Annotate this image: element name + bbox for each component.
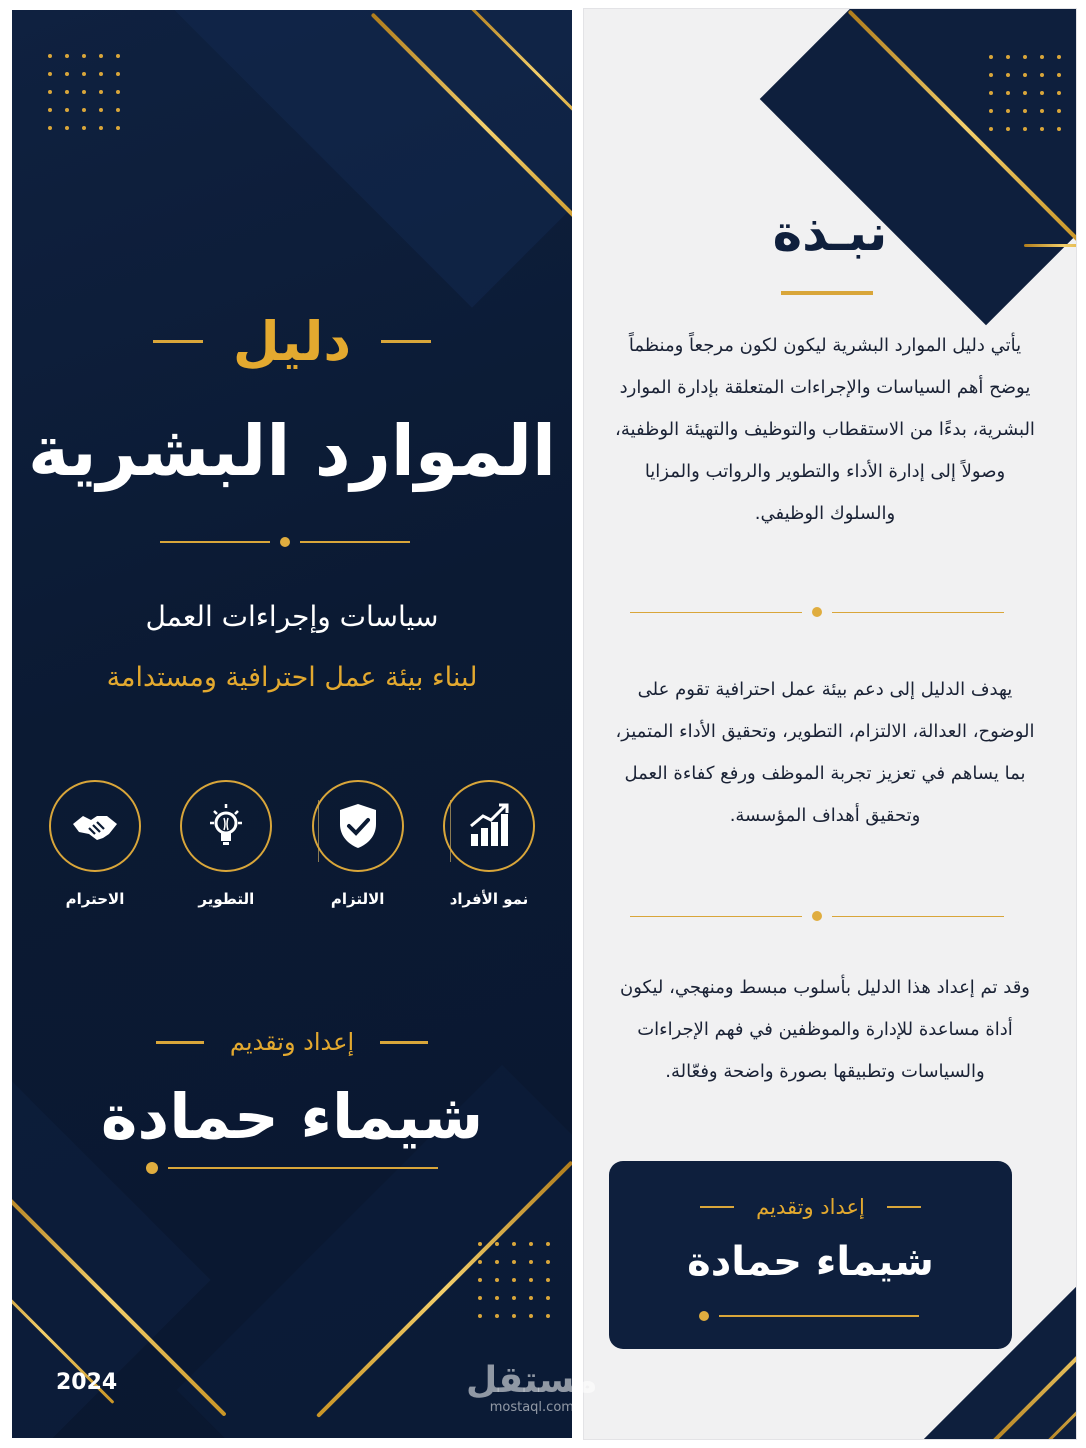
cover-dot-grid-bottom — [478, 1242, 550, 1318]
author-name: شيماء حمادة — [100, 1080, 484, 1153]
about-paragraph-2: يهدف الدليل إلى دعم بيئة عمل احترافية تقوم على الوضوح، العدالة، الالتزام، التطوير، وتحقيق الأداء المتميز، بما يساهم في تعزيز تجربة الموظف ورفع كفاءة العمل وتحقيق أهداف المؤسسة. — [615, 679, 1035, 826]
prepared-by-row — [609, 1195, 1012, 1219]
value-label: الالتزام — [330, 890, 385, 908]
about-paragraph-1: يأتي دليل الموارد البشرية ليكون لكون مرجعاً ومنظماً يوضح أهم السياسات والإجراءات المتعلقة بإدارة الموارد البشرية، بدءًا من الاستقطاب والتوظيف والتهيئة الوظفية، وصولاً إلى إدارة الأداء والتطوير والرواتب والمزايا والسلوك الوظيفي. — [615, 335, 1035, 524]
prepared-by-label: إعداد وتقديم — [756, 1195, 865, 1219]
title-dash — [887, 1206, 921, 1208]
author-name: شيماء حمادة — [687, 1239, 934, 1285]
ornament-divider — [160, 537, 410, 547]
value-label: الاحترام — [65, 890, 125, 908]
lightbulb-icon — [180, 780, 272, 872]
value-label: التطوير — [198, 890, 255, 908]
dot-pattern — [48, 54, 120, 130]
watermark — [466, 1362, 598, 1415]
about-paragraph-3: وقد تم إعداد هذا الدليل بأسلوب مبسط ومنهجي، ليكون أداة مساعدة للإدارة والموظفين في فهم الإجراءات والسياسات وتطبيقها بصورة واضحة وفعّالة. — [619, 977, 1030, 1082]
tagline: لبناء بيئة عمل احترافية ومستدامة — [106, 662, 478, 693]
title-underline — [781, 291, 873, 295]
dot-pattern — [989, 55, 1061, 131]
title-dash — [380, 1041, 428, 1044]
decor-shape — [104, 10, 572, 308]
shield-check-icon — [312, 780, 404, 872]
title-dash — [156, 1041, 204, 1044]
growth-chart-icon — [443, 780, 535, 872]
year: 2024 — [56, 1370, 118, 1395]
title-main: الموارد البشرية — [27, 410, 557, 492]
value-item-growth — [434, 780, 544, 930]
watermark-url: mostaql.com — [489, 1400, 574, 1415]
title-dash — [153, 340, 203, 343]
about-title: نبـذة — [772, 204, 888, 262]
value-label: نمو الأفراد — [449, 890, 529, 908]
cover-panel — [12, 10, 572, 1438]
ornament-divider — [146, 1162, 438, 1174]
value-item-commitment — [303, 780, 413, 930]
title-small: دليل — [232, 310, 352, 373]
values-row — [40, 780, 544, 930]
title-row — [12, 310, 572, 373]
value-item-respect — [40, 780, 150, 930]
ornament-divider — [630, 607, 1004, 617]
handshake-icon — [49, 780, 141, 872]
watermark-logo: مستقل — [466, 1360, 598, 1401]
value-item-development — [171, 780, 281, 930]
prepared-by-row — [12, 1028, 572, 1056]
ornament-divider — [699, 1311, 919, 1321]
ornament-divider — [630, 911, 1004, 921]
about-panel — [583, 8, 1077, 1440]
prepared-by-label: إعداد وتقديم — [229, 1028, 355, 1056]
subtitle: سياسات وإجراءات العمل — [145, 600, 439, 633]
title-dash — [700, 1206, 734, 1208]
title-dash — [381, 340, 431, 343]
author-card — [609, 1161, 1012, 1349]
